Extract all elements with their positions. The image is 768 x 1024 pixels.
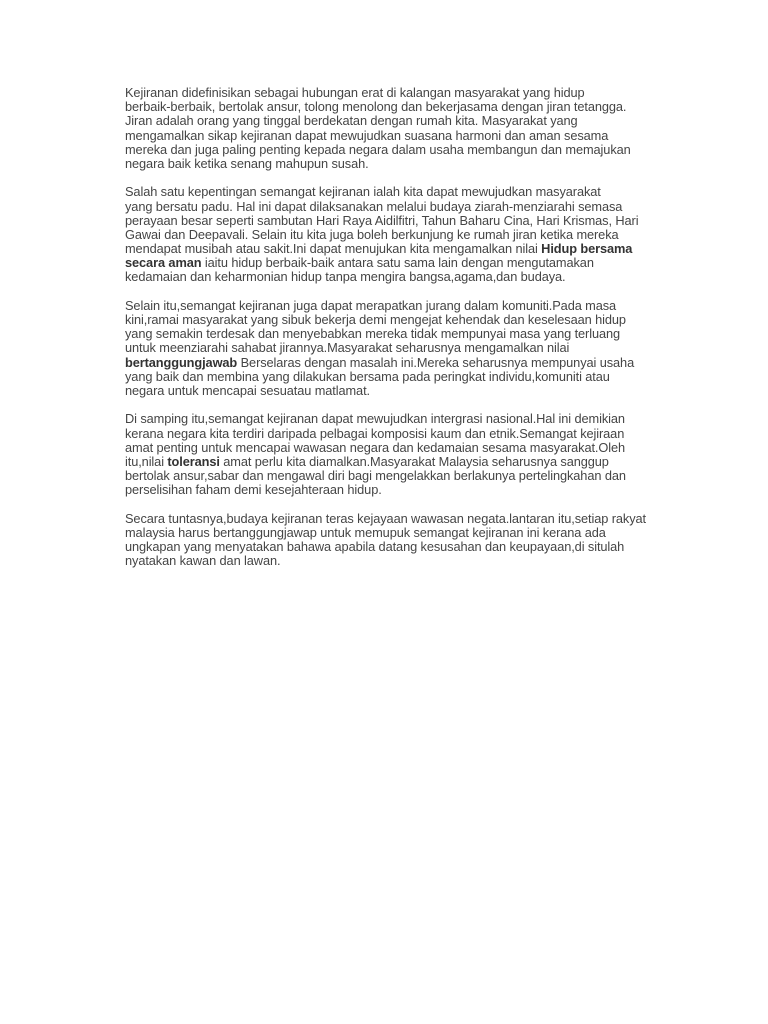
text-line <box>125 370 685 384</box>
text-line <box>125 341 685 355</box>
text-line <box>125 214 685 228</box>
paragraph <box>125 512 685 569</box>
text-line <box>125 200 685 214</box>
paragraph <box>125 185 685 284</box>
text-segment: Jiran adalah orang yang tinggal berdekatan dengan rumah kita. Masyarakat yang <box>125 113 578 129</box>
text-line <box>125 157 685 171</box>
text-segment: ungkapan yang menyatakan bahawa apabila datang kesusahan dan keupayaan,di situlah <box>125 539 625 554</box>
bold-text-segment: Hidup bersama <box>541 241 633 257</box>
text-segment: Salah satu kepentingan semangat kejiranan ialah kita dapat mewujudkan masyarakat <box>125 184 601 200</box>
text-segment: bertolak ansur,sabar dan mengawal diri bagi mengelakkan berlakunya pertelingkahan dan <box>125 468 626 484</box>
paragraph <box>125 86 685 171</box>
text-segment: Secara tuntasnya,budaya kejiranan teras kejayaan wawasan negata.lantaran itu,setiap rakyat <box>125 510 646 526</box>
text-line <box>125 512 685 526</box>
text-segment: berbaik-berbaik, bertolak ansur, tolong menolong dan bekerjasama dengan jiran tetangga. <box>125 99 627 115</box>
text-line <box>125 129 685 143</box>
text-segment: iaitu hidup berbaik-baik antara satu sama lain dengan mengutamakan <box>201 255 594 271</box>
text-segment: kedamaian dan keharmonian hidup tanpa mengira bangsa,agama,dan budaya. <box>125 269 566 285</box>
paragraph <box>125 412 685 497</box>
text-line <box>125 356 685 370</box>
text-segment: kini,ramai masyarakat yang sibuk bekerja demi mengejat kehendak dan keselesaan hidup <box>125 312 626 327</box>
text-segment: amat penting untuk mencapai wawasan negara dan kedamaian sesama masyarakat.Oleh <box>125 439 626 455</box>
text-line <box>125 313 685 327</box>
bold-text-segment: toleransi <box>167 453 220 469</box>
text-line <box>125 526 685 540</box>
text-segment: negara untuk mencapai sesuatau matlamat. <box>125 382 370 398</box>
text-segment: yang semakin terdesak dan menyebabkan mereka tidak mempunyai masa yang terluang <box>125 326 621 342</box>
text-segment: mendapat musibah atau sakit.Ini dapat menujukan kita mengamalkan nilai <box>125 241 542 257</box>
bold-text-segment: bertanggungjawab <box>125 354 238 370</box>
text-line <box>125 412 685 426</box>
text-line <box>125 100 685 114</box>
text-line <box>125 469 685 483</box>
bold-text-segment: secara aman <box>125 255 202 271</box>
text-segment: yang baik dan membina yang dilakukan bersama pada peringkat individu,komuniti atau <box>125 368 610 384</box>
text-line <box>125 540 685 554</box>
text-segment: Di samping itu,semangat kejiranan dapat mewujudkan intergrasi nasional.Hal ini demikian <box>125 411 625 427</box>
text-segment: itu,nilai <box>125 453 168 469</box>
text-segment: negara baik ketika senang mahupun susah. <box>125 155 369 171</box>
document-text <box>125 86 685 583</box>
text-segment: amat perlu kita diamalkan.Masyarakat Malaysia seharusnya sanggup <box>219 453 609 469</box>
text-segment: Gawai dan Deepavali. Selain itu kita juga boleh berkunjung ke rumah jiran ketika mereka <box>125 226 619 242</box>
text-line <box>125 114 685 128</box>
text-line <box>125 270 685 284</box>
text-line <box>125 384 685 398</box>
text-segment: mengamalkan sikap kejiranan dapat mewujudkan suasana harmoni dan aman sesama <box>125 127 609 143</box>
text-segment: nyatakan kawan dan lawan. <box>125 553 281 569</box>
text-segment: kerana negara kita terdiri daripada pelbagai komposisi kaum dan etnik.Semangat kejiraan <box>125 425 625 441</box>
text-line <box>125 427 685 441</box>
text-segment: perayaan besar seperti sambutan Hari Raya Aidilfitri, Tahun Baharu Cina, Hari Krismas, Hari <box>125 212 639 228</box>
text-line <box>125 327 685 341</box>
text-segment: Selain itu,semangat kejiranan juga dapat merapatkan jurang dalam komuniti.Pada masa <box>125 297 617 313</box>
text-line <box>125 299 685 313</box>
text-line <box>125 242 685 256</box>
text-line <box>125 554 685 568</box>
text-segment: perselisihan faham demi kesejahteraan hidup. <box>125 482 382 498</box>
text-line <box>125 143 685 157</box>
text-line <box>125 228 685 242</box>
text-segment: Kejiranan didefinisikan sebagai hubungan erat di kalangan masyarakat yang hidup <box>125 85 585 100</box>
text-line <box>125 483 685 497</box>
text-segment: yang bersatu padu. Hal ini dapat dilaksanakan melalui budaya ziarah-menziarahi semasa <box>125 198 623 214</box>
text-line <box>125 455 685 469</box>
text-segment: Berselaras dengan masalah ini.Mereka seharusnya mempunyai usaha <box>237 354 635 370</box>
text-segment: untuk meenziarahi sahabat jirannya.Masyarakat seharusnya mengamalkan nilai <box>125 340 570 356</box>
text-segment: malaysia harus bertanggungjawap untuk memupuk semangat kejiranan ini kerana ada <box>125 524 606 540</box>
text-line <box>125 185 685 199</box>
text-line <box>125 86 685 100</box>
text-segment: mereka dan juga paling penting kepada negara dalam usaha membangun dan memajukan <box>125 141 631 157</box>
text-line <box>125 441 685 455</box>
text-line <box>125 256 685 270</box>
paragraph <box>125 299 685 398</box>
